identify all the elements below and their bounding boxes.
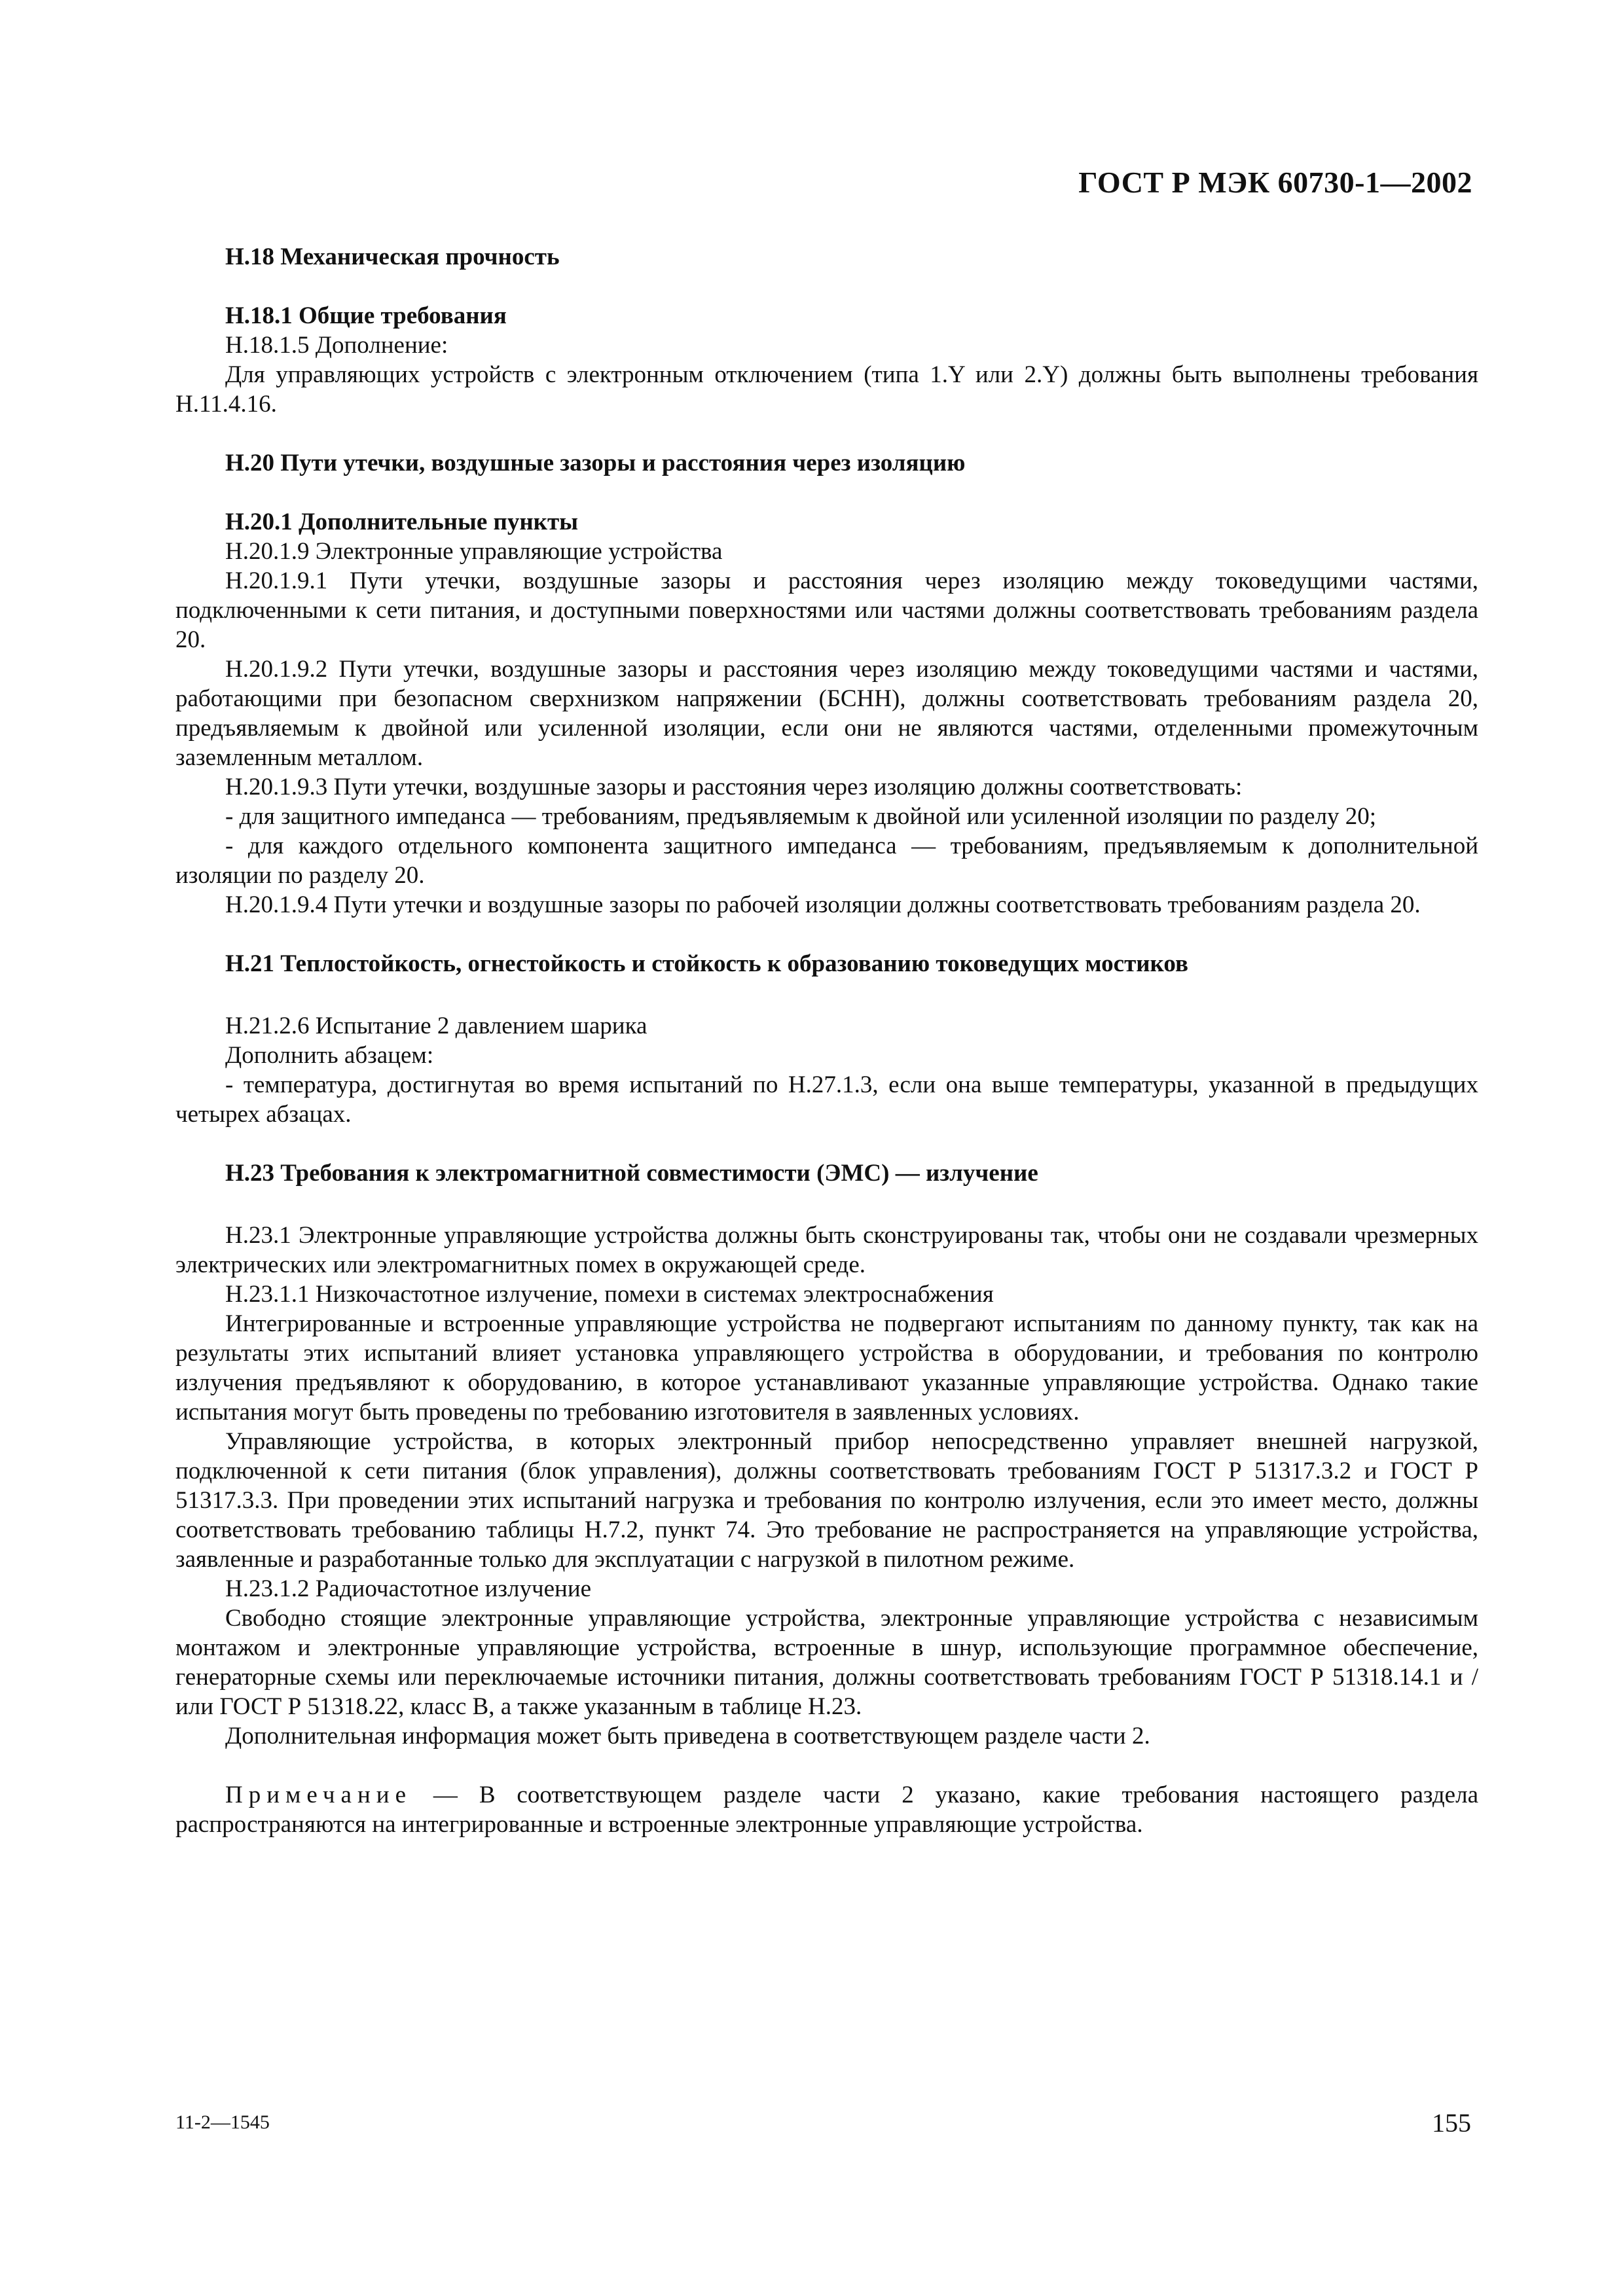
paragraph: Н.20.1.9.1 Пути утечки, воздушные зазоры и расстояния через изоляцию между токоведущими частями, подключенными к сети питания, и доступными поверхностями или частями должны соответствовать требованиям раздела 20. — [175, 567, 1478, 653]
paragraph: Интегрированные и встроенные управляющие устройства не подвергают испытаниям по данному пункту, так как на результаты этих испытаний влияет установка управляющего устройства в оборудовании, и требования по контролю излучения предъявляют к оборудованию, в которое устанавливают указанные управляющие устройства. Однако такие испытания могут быть проведены по требованию изготовителя в заявленных условиях. — [175, 1310, 1478, 1426]
paragraph: Н.23.1.1 Низкочастотное излучение, помехи в системах электроснабжения — [225, 1281, 994, 1308]
note-label: Примечание — [225, 1782, 412, 1808]
section-heading: Н.20 Пути утечки, воздушные зазоры и расстояния через изоляцию — [225, 450, 966, 476]
paragraph: Н.20.1.9 Электронные управляющие устройства — [225, 538, 723, 565]
paragraph: Н.20.1.9.2 Пути утечки, воздушные зазоры и расстояния через изоляцию между токоведущими частями и частями, работающими при безопасном сверхнизком напряжении (БСНН), должны соответствовать требованиям раздела 20, предъявляемым к двойной или усиленной изоляции, если они не являются частями, отделенными промежуточным заземленным металлом. — [175, 656, 1478, 771]
document-body — [175, 242, 1478, 1839]
note-text: — В соответствующем разделе части 2 указано, какие требования настоящего раздела распространяются на интегрированные и встроенные электронные управляющие устройства. — [175, 1782, 1478, 1838]
paragraph: - для защитного импеданса — требованиям, предъявляемым к двойной или усиленной изоляции по разделу 20; — [225, 803, 1377, 830]
paragraph: Свободно стоящие электронные управляющие устройства, электронные управляющие устройства с независимым монтажом и электронные управляющие устройства, встроенные в шнур, использующие программное обеспечение, генераторные схемы или переключаемые источники питания, должны соответствовать требованиям ГОСТ Р 51318.14.1 и / или ГОСТ Р 51318.22, класс В, а также указанным в таблице Н.23. — [175, 1605, 1478, 1720]
print-code: 11-2—1545 — [175, 2111, 270, 2133]
section-heading: Н.18.1 Общие требования — [225, 302, 507, 329]
section-heading: Н.23 Требования к электромагнитной совместимости (ЭМС) — излучение — [225, 1160, 1038, 1187]
section-heading: Н.18 Механическая прочность — [225, 243, 560, 270]
paragraph: Н.18.1.5 Дополнение: — [225, 332, 448, 359]
paragraph: Н.20.1.9.3 Пути утечки, воздушные зазоры и расстояния через изоляцию должны соответствовать: — [225, 774, 1243, 800]
page-number: 155 — [1432, 2108, 1471, 2138]
paragraph: Н.21.2.6 Испытание 2 давлением шарика — [225, 1013, 647, 1039]
paragraph: Н.23.1.2 Радиочастотное излучение — [225, 1575, 592, 1602]
paragraph: - температура, достигнутая во время испытаний по Н.27.1.3, если она выше температуры, указанной в предыдущих четырех абзацах. — [175, 1071, 1478, 1128]
document-id: ГОСТ Р МЭК 60730-1—2002 — [1078, 166, 1472, 199]
paragraph: Управляющие устройства, в которых электронный прибор непосредственно управляет внешней нагрузкой, подключенной к сети питания (блок управления), должны соответствовать требованиям ГОСТ Р 51317.3.2 и ГОСТ Р 51317.3.3. При проведении этих испытаний нагрузка и требования по контролю излучения, если это имеет место, должны соответствовать требованию таблицы Н.7.2, пункт 74. Это требование не распространяется на управляющие устройства, заявленные и разработанные только для эксплуатации с нагрузкой в пилотном режиме. — [175, 1428, 1478, 1573]
paragraph: - для каждого отдельного компонента защитного импеданса — требованиям, предъявляемым к дополнительной изоляции по разделу 20. — [175, 833, 1478, 889]
paragraph: Дополнить абзацем: — [225, 1042, 434, 1069]
paragraph: Н.20.1.9.4 Пути утечки и воздушные зазоры по рабочей изоляции должны соответствовать требованиям раздела 20. — [225, 891, 1421, 918]
note-paragraph — [175, 1780, 1478, 1839]
section-heading: Н.21 Теплостойкость, огнестойкость и стойкость к образованию токоведущих мостиков — [225, 950, 1188, 977]
paragraph: Дополнительная информация может быть приведена в соответствующем разделе части 2. — [225, 1723, 1150, 1749]
section-heading: Н.20.1 Дополнительные пункты — [225, 509, 579, 535]
paragraph: Для управляющих устройств с электронным отключением (типа 1.Y или 2.Y) должны быть выполнены требования Н.11.4.16. — [175, 361, 1478, 418]
paragraph: Н.23.1 Электронные управляющие устройства должны быть сконструированы так, чтобы они не создавали чрезмерных электрических или электромагнитных помех в окружающей среде. — [175, 1222, 1478, 1278]
